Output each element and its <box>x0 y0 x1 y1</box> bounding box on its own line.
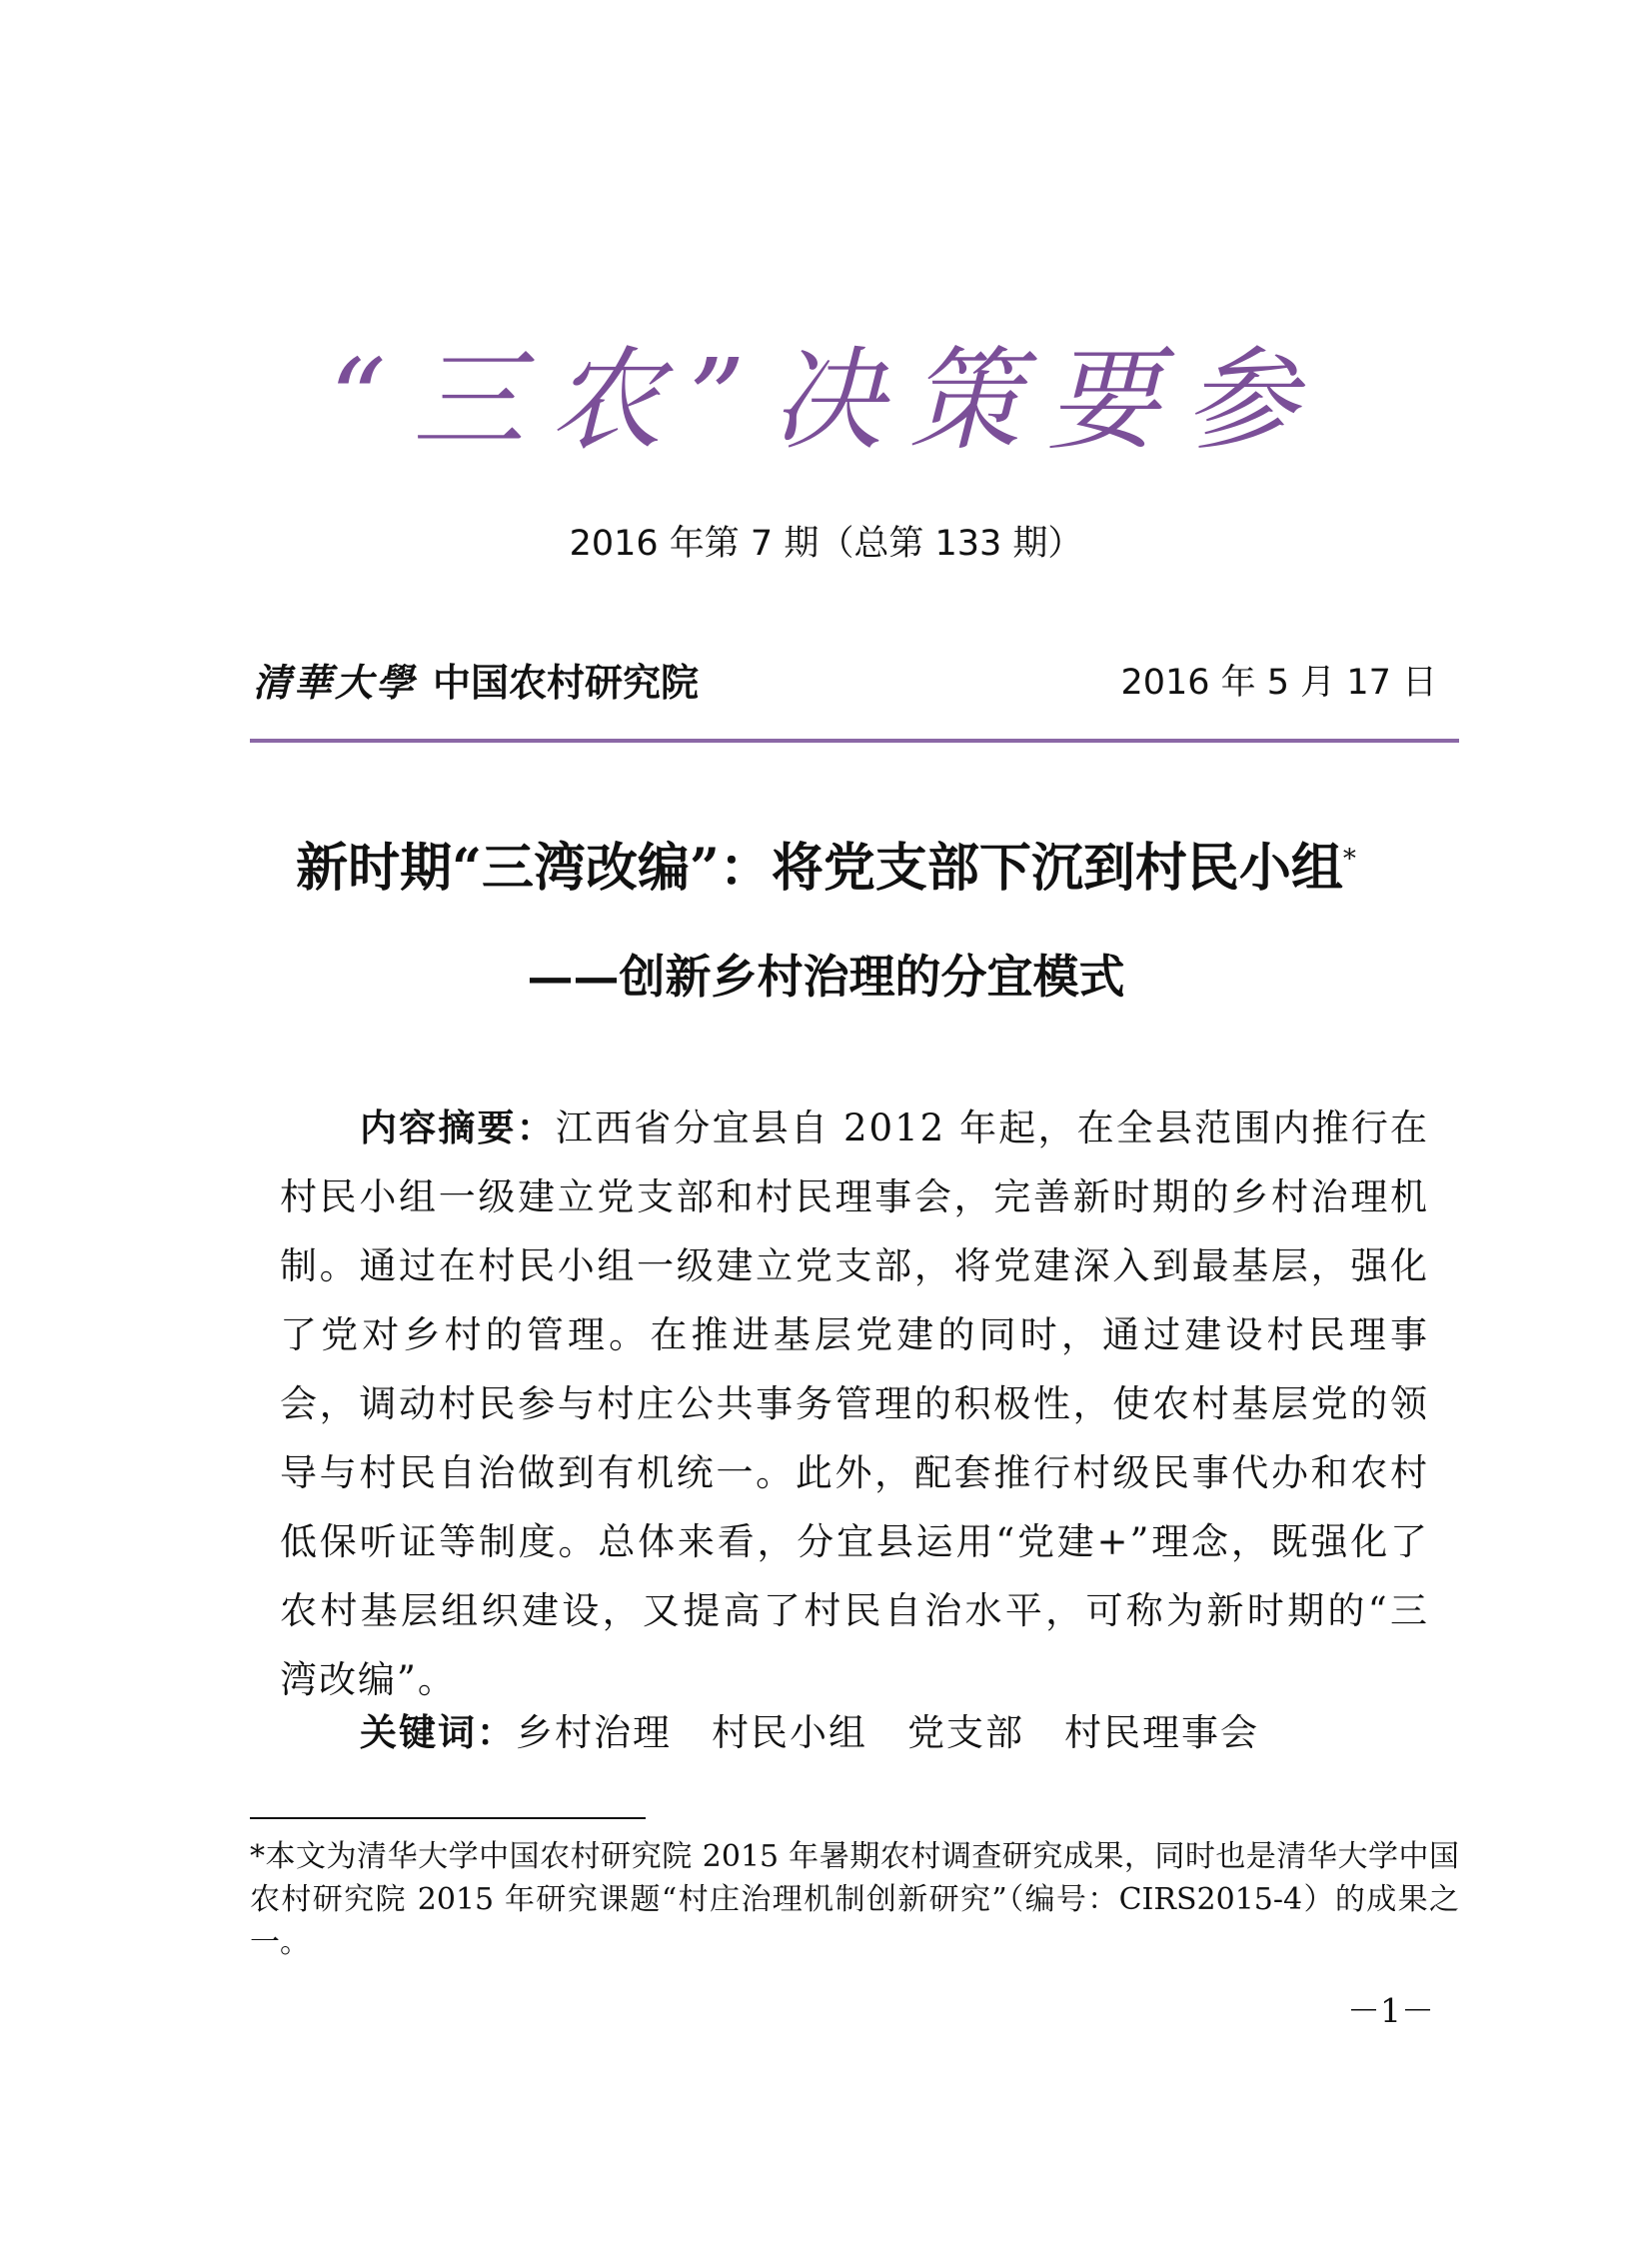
institute-name: 中国农村研究院 <box>433 660 700 705</box>
page-number: －1－ <box>1347 1991 1434 2030</box>
abstract <box>280 1094 1429 1714</box>
footnote: *本文为清华大学中国农村研究院 2015 年暑期农村调查研究成果，同时也是清华大学中国农村研究院 2015 年研究课题“村庄治理机制创新研究”（编号：CIRS2015-4）的成果之一。 <box>250 1839 1459 1960</box>
issue-number: 2016 年第 7 期（总第 133 期） <box>569 524 1083 564</box>
keyword-item: 村民理事会 <box>1064 1711 1259 1754</box>
publication-date: 2016 年 5 月 17 日 <box>1120 663 1437 703</box>
footnote-divider <box>250 1817 646 1819</box>
keyword-item: 村民小组 <box>712 1711 867 1754</box>
masthead-title: “三农”决策要参 <box>329 336 1323 466</box>
abstract-label: 内容摘要： <box>360 1107 556 1149</box>
article-subtitle: ——创新乡村治理的分宜模式 <box>527 950 1125 1004</box>
keyword-item: 党支部 <box>907 1711 1024 1754</box>
keywords-label: 关键词： <box>360 1711 516 1754</box>
university-logo: 清華大學 <box>253 660 418 705</box>
header-divider <box>250 739 1459 743</box>
organization-header <box>253 660 699 706</box>
article-title-text: 新时期“三湾改编”：将党支部下沉到村民小组 <box>296 838 1343 899</box>
keyword-item: 乡村治理 <box>516 1711 672 1754</box>
keywords <box>360 1711 1299 1755</box>
article-title <box>0 838 1652 900</box>
abstract-text: 江西省分宜县自 2012 年起，在全县范围内推行在村民小组一级建立党支部和村民理事会，完善新时期的乡村治理机制。通过在村民小组一级建立党支部，将党建深入到最基层，强化了党对乡村的管理。在推进基层党建的同时，通过建设村民理事会，调动村民参与村庄公共事务管理的积极性，使农村基层党的领导与村民自治做到有机统一。此外，配套推行村级民事代办和农村低保听证等制度。总体来看，分宜县运用“党建+”理念，既强化了农村基层组织建设，又提高了村民自治水平，可称为新时期的“三湾改编”。 <box>280 1107 1430 1701</box>
keyword-list <box>516 1711 1299 1754</box>
footnote-marker: * <box>1342 844 1356 875</box>
